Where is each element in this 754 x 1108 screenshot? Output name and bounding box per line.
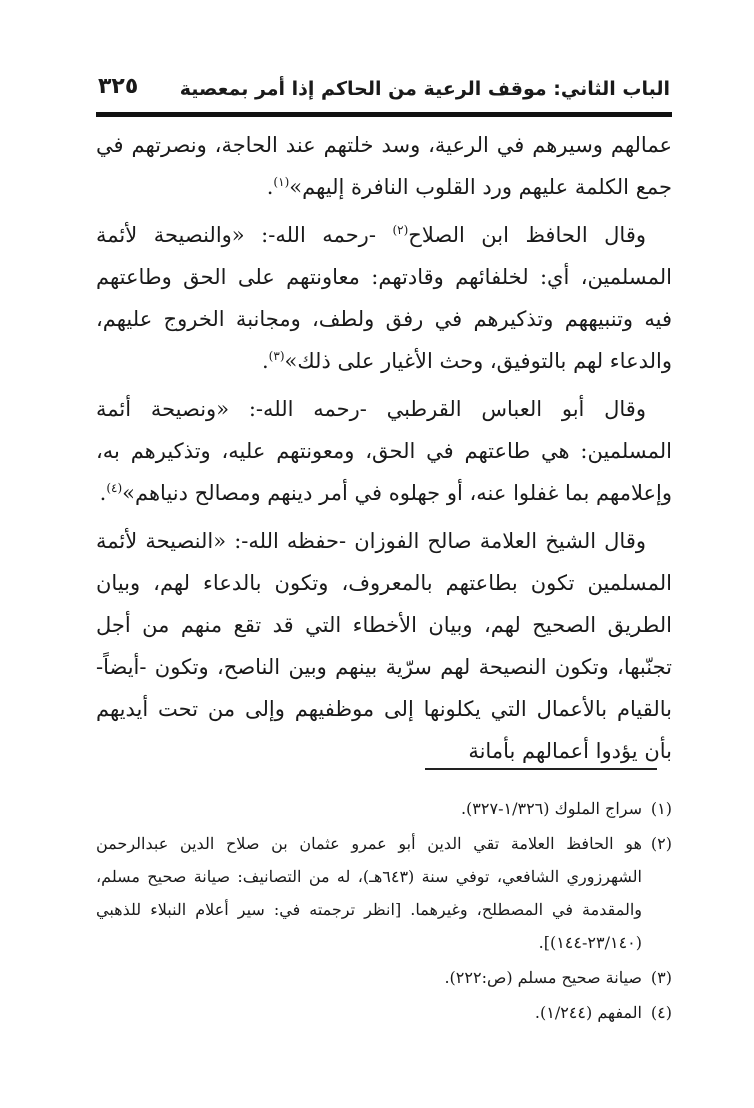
footnote-text: صيانة صحيح مسلم (ص:٢٢٢). (444, 968, 642, 987)
footnote-3 (96, 961, 672, 994)
footnote-1 (96, 792, 672, 825)
running-title: الباب الثاني: موقف الرعية من الحاكم إذا أمر بمعصية (179, 78, 670, 100)
page-number: ٣٢٥ (98, 74, 139, 99)
footnote-rule (425, 768, 657, 770)
footnote-number: (٣) (650, 968, 672, 987)
footnote-ref-4: (٤) (106, 481, 123, 495)
paragraph-4: وقال الشيخ العلامة صالح الفوزان -حفظه الله-: «النصيحة لأئمة المسلمين تكون بطاعتهم بالمعروف، وتكون بالدعاء لهم، وبيان الطريق الصحيح لهم، وبيان الأخطاء التي قد تقع منهم من أجل تجنّبها، وتكون النصيحة لهم سرّية بينهم وبين الناصح، وتكون -أيضاً- بالقيام بالأعمال التي يكلونها إلى موظفيهم وإلى من تحت أيديهم بأن يؤدوا أعمالهم بأمانة (96, 529, 672, 763)
footnotes (96, 792, 672, 1031)
footnote-number: (٢) (650, 834, 672, 853)
footnote-ref-2: (٢) (392, 223, 409, 237)
footnote-ref-1: (١) (273, 175, 290, 189)
footnote-text: المفهم (١/٢٤٤). (534, 1003, 642, 1022)
header-rule (96, 112, 672, 117)
paragraph-2: وقال الحافظ ابن الصلاح$^{(٢)}$ -رحمه الله-: «والنصيحة لأئمة المسلمين، أي: لخلفائهم وقادتهم: معاونتهم على الحق وطاعتهم فيه وتنبيههم وتذكيرهم في رفق ولطف، ومجانبة الخروج عليهم، والدعاء لهم بالتوفيق، وحث الأغيار على ذلك»$^{(٣)}$. (96, 223, 672, 373)
footnote-2 (96, 827, 672, 959)
body-text (96, 124, 672, 778)
footnote-4 (96, 996, 672, 1029)
footnote-number: (١) (650, 799, 672, 818)
footnote-text: هو الحافظ العلامة تقي الدين أبو عمرو عثمان بن صلاح الدين عبدالرحمن الشهرزوري الشافعي، توفي سنة (٦٤٣هـ)، له من التصانيف: صيانة صحيح مسلم، والمقدمة في المصطلح، وغيرهما. [انظر ترجمته في: سير أعلام النبلاء للذهبي (٢٣/١٤٠-١٤٤)]. (96, 834, 643, 952)
footnote-text: سراج الملوك (١/٣٢٦-٣٢٧). (460, 799, 642, 818)
paragraph-1: عمالهم وسيرهم في الرعية، وسد خلتهم عند الحاجة، ونصرتهم في جمع الكلمة عليهم ورد القلوب النافرة إليهم»$^{(١)}$. (96, 133, 672, 199)
page-header (98, 74, 670, 108)
footnote-ref-3: (٣) (268, 349, 285, 363)
paragraph-3: وقال أبو العباس القرطبي -رحمه الله-: «ونصيحة أئمة المسلمين: هي طاعتهم في الحق، ومعونتهم عليه، وتذكيرهم به، وإعلامهم بما غفلوا عنه، أو جهلوه في أمر دينهم ومصالح دنياهم»$^{(٤)}$. (96, 397, 672, 505)
footnote-number: (٤) (650, 1003, 672, 1022)
